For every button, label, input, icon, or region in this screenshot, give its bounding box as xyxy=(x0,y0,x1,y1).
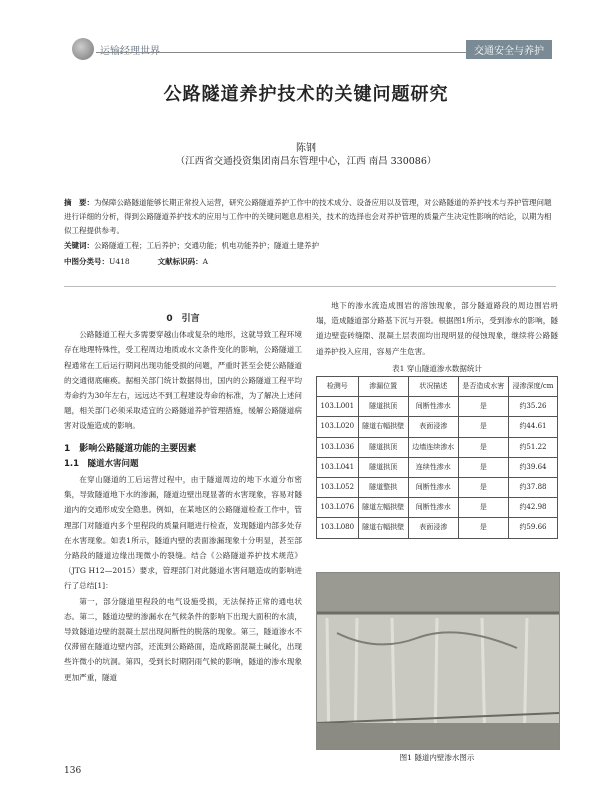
keywords-label: 关键词： xyxy=(64,241,94,250)
table-cell: 103.L080 xyxy=(317,518,359,538)
table-cell: 约44.61 xyxy=(508,417,557,437)
table-header-cell: 浸渗深度/cm xyxy=(508,377,557,397)
table-cell: 103.L001 xyxy=(317,397,359,417)
paragraph: 在穿山隧道的工后运营过程中，由于隧道周边的地下水道分布密集，导致隧道地下水的渗漏，隧道边壁出现显著的水害现象，容易对隧道内的交通形成安全隐患。例如，在某地区的公路隧道检查工作中，管理部门对隧道内多个里程段的质量问题进行检查，发现隧道内部多处存在水害现象。如表1所示，隧道内壁的表面渗漏现象十分明显，甚至部分路段的隧道边缘出现微小的裂缝。结合《公路隧道养护技术规范》（JTG H12—2015）要求，管理部门对此隧道水害问题造成的影响进行了总结[1]： xyxy=(64,475,302,591)
table-cell: 103.L041 xyxy=(317,457,359,477)
keywords-text: 公路隧道工程；工后养护；交通功能；机电功能养护；隧道土建养护 xyxy=(94,241,319,250)
clc-label: 中图分类号： xyxy=(64,257,109,266)
table-cell: 是 xyxy=(458,397,508,417)
table-header-cell: 渗漏位置 xyxy=(358,377,408,397)
table-header-row xyxy=(317,377,558,397)
abstract-label: 摘 要： xyxy=(64,198,94,207)
figure-caption: 图1 隧道内壁渗水图示 xyxy=(399,753,475,762)
table-cell: 103.L020 xyxy=(317,417,359,437)
tunnel-photo xyxy=(316,572,560,750)
table-row xyxy=(317,397,558,417)
table-cell: 连续性渗水 xyxy=(408,457,458,477)
table-caption: 表1 穿山隧道渗水数据统计 xyxy=(392,363,482,373)
table-cell: 是 xyxy=(458,518,508,538)
table-cell: 边墙连续渗水 xyxy=(408,437,458,457)
table-row xyxy=(317,498,558,518)
table-cell: 约39.64 xyxy=(508,457,557,477)
table-cell: 约37.88 xyxy=(508,478,557,498)
table-row xyxy=(317,457,558,477)
doc-value: A xyxy=(202,257,209,266)
abstract-text: 为保障公路隧道能够长期正常投入运营，研究公路隧道养护工作中的技术成分、设备应用以及管理，对公路隧道的养护技术与养护管理问题进行详细的分析，得到公路隧道养护技术的应用与工作中的关键问题息息相关，技术的选择也会对养护管理的质量产生决定性影响的结论，以期为相似工程提供参考。 xyxy=(64,198,552,235)
table-cell: 约42.98 xyxy=(508,498,557,518)
table-cell: 约51.22 xyxy=(508,437,557,457)
tunnel-wall-illustration xyxy=(317,573,559,749)
table-row xyxy=(317,518,558,538)
section-1-1: 1.1 隧道水害问题 xyxy=(64,458,139,469)
paragraph: 第一，部分隧道里程段的电气设施受损，无法保持正常的通电状态。第二，隧道边壁的渗漏水在气候条件的影响下出现大面积的水渍，导致隧道边壁的混凝土层出现间断性的脱落的现象。第三，隧道渗水不仅滞留在隧道边壁内部，还流到公路路面，造成路面混凝土碱化，出现些许微小的坑洞。第四，受到长时期阴雨气候的影响，隧道的渗水现象更加严重，隧道 xyxy=(64,596,302,682)
paragraph: 地下的渗水流造成围岩的溶蚀现象，部分隧道路段的周边围岩坍塌，造成隧道部分路基下沉与开裂。根据图1所示，受到渗水的影响，隧道边壁瓷砖缝隙、混凝土层表面均出现明显的侵蚀现象，继续将公路隧道养护投入应用，容易产生危害。 xyxy=(316,301,558,356)
table-cell: 约35.26 xyxy=(508,397,557,417)
abstract xyxy=(64,196,556,238)
table-cell: 隧道拱顶 xyxy=(358,397,408,417)
table-cell: 间断性渗水 xyxy=(408,478,458,498)
section-tag: 交通安全与养护 xyxy=(466,40,552,59)
table-cell: 表面浸渗 xyxy=(408,518,458,538)
table-cell: 103.L036 xyxy=(317,437,359,457)
table-body xyxy=(317,397,558,538)
table-cell: 隧道右幅拱壁 xyxy=(358,518,408,538)
keywords xyxy=(64,240,556,251)
affiliation: （江西省交通投资集团南昌东管理中心，江西 南昌 330086） xyxy=(175,156,437,167)
table-cell: 隧道整拱 xyxy=(358,478,408,498)
table-cell: 间断性渗水 xyxy=(408,397,458,417)
page-number: 136 xyxy=(64,766,82,776)
table-cell: 约59.66 xyxy=(508,518,557,538)
journal-name: 运输经理世界 xyxy=(100,45,160,57)
clc-value: U418 xyxy=(109,257,130,266)
table-cell: 是 xyxy=(458,437,508,457)
author: 陈钢 xyxy=(296,143,316,154)
table-header-cell: 是否造成水害 xyxy=(458,377,508,397)
table-cell: 是 xyxy=(458,478,508,498)
journal-header xyxy=(72,38,160,60)
table-row xyxy=(317,417,558,437)
table-cell: 是 xyxy=(458,498,508,518)
article-title: 公路隧道养护技术的关键问题研究 xyxy=(163,84,449,105)
table-cell: 是 xyxy=(458,457,508,477)
table-cell: 是 xyxy=(458,417,508,437)
table-cell: 隧道左幅拱壁 xyxy=(358,498,408,518)
table-cell: 103.L076 xyxy=(317,498,359,518)
paragraph: 公路隧道工程大多需要穿越山体或复杂的地形，这就导致工程环境存在地理特殊性，受工程周边地质或水文条件变化的影响，公路隧道工程通常在工后运行期间出现功能受损的问题，严重时甚至会使公路隧道的交通彻底瘫痪。据相关部门统计数据得出，国内的公路隧道工程平均寿命约为30年左右，远远达不到工程建设寿命的标准，为了解决上述问题，相关部门必须采取适宜的公路隧道养护管理措施，缓解公路隧道病害对设施造成的影响。 xyxy=(64,330,302,431)
divider xyxy=(64,286,556,287)
table-header-cell: 检测号 xyxy=(317,377,359,397)
journal-logo xyxy=(72,38,94,60)
section-1: 1 影响公路隧道功能的主要因素 xyxy=(64,443,197,454)
classification xyxy=(64,256,208,267)
table-cell: 隧道右幅拱壁 xyxy=(358,417,408,437)
right-column xyxy=(316,298,558,539)
table-cell: 隧道拱顶 xyxy=(358,457,408,477)
table-cell: 表面浸渗 xyxy=(408,417,458,437)
table-row xyxy=(317,437,558,457)
data-table xyxy=(316,376,558,539)
table-cell: 间断性渗水 xyxy=(408,498,458,518)
left-column xyxy=(64,312,302,685)
table-row xyxy=(317,478,558,498)
doc-label: 文献标识码： xyxy=(157,257,203,266)
table-cell: 隧道拱顶 xyxy=(358,437,408,457)
table-cell: 103.L052 xyxy=(317,478,359,498)
section-intro: 0 引言 xyxy=(166,314,200,324)
table-header-cell: 状况描述 xyxy=(408,377,458,397)
